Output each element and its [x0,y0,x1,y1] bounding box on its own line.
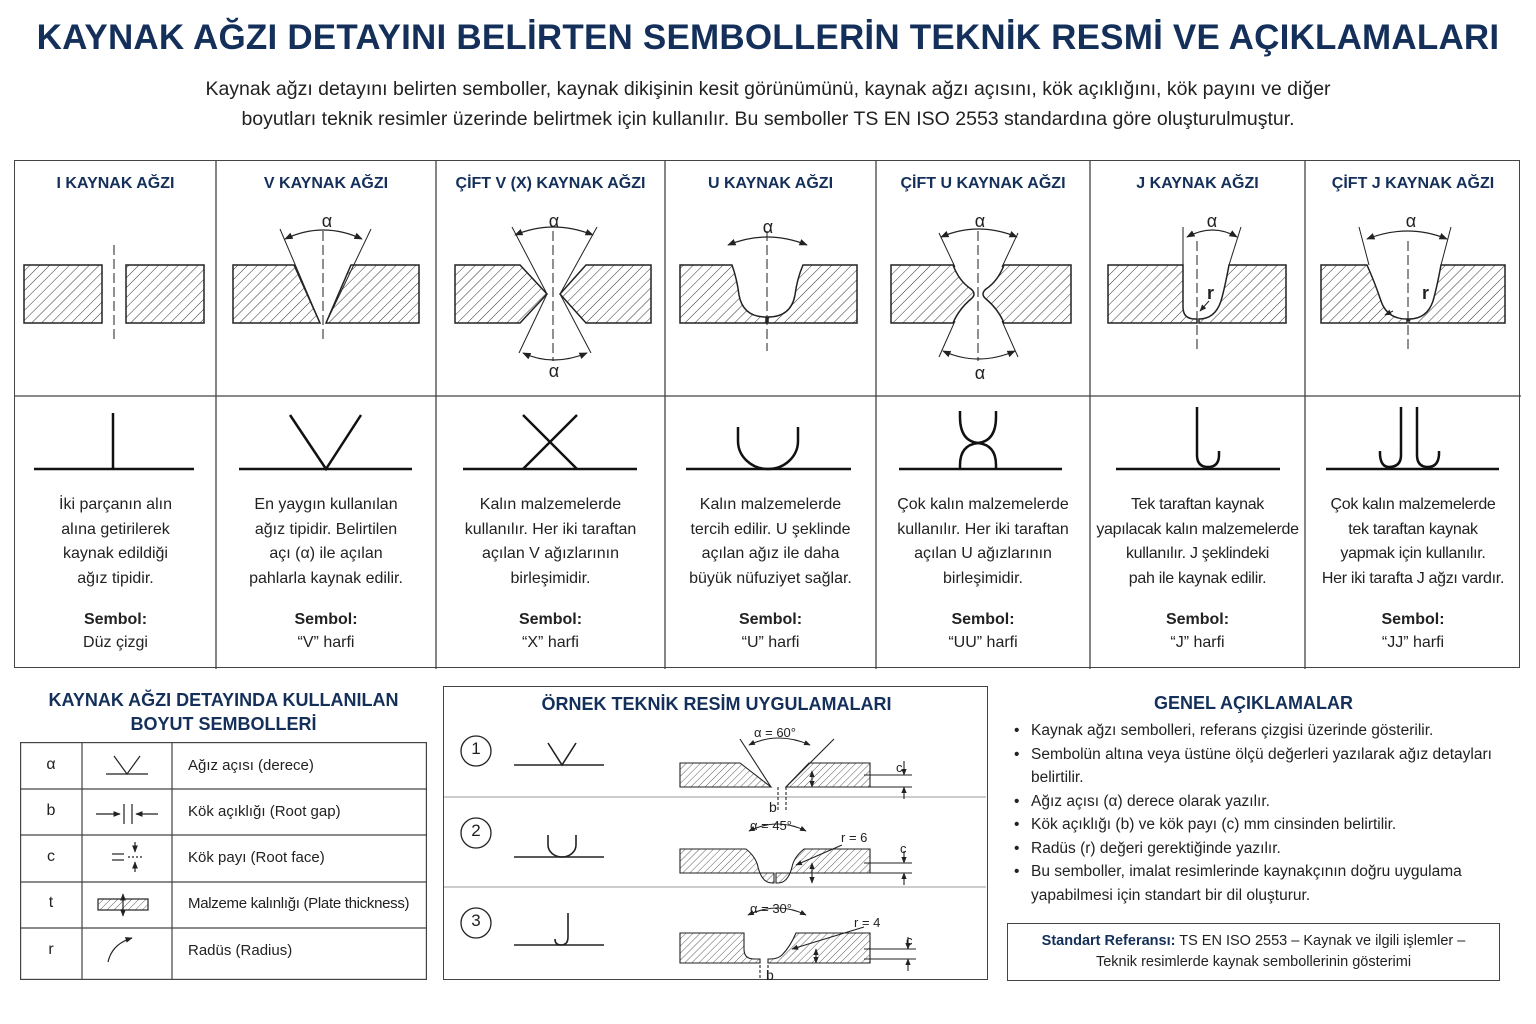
description-double-u-groove [876,493,1090,591]
desc-line: İki parçanın alın [59,496,172,513]
general-note: • Sembolün altına veya üstüne ölçü değerleri yazılarak ağız detayları belirtilir. [1014,743,1494,790]
dimensions-title-line: BOYUT SEMBOLLERİ [130,714,317,734]
desc-line: Çok kalın malzemelerde [897,496,1069,513]
desc-line: kaynak edildiği [63,545,168,562]
intro-text [60,74,1476,134]
example-number: 3 [471,911,481,930]
reference-label: Standart Referansı: [1041,933,1176,949]
intro-line-1: Kaynak ağzı detayını belirten semboller, kaynak dikişinin kesit görünümünü, kaynak ağzı açısını, kök açıklığını, kök payını ve diğer [205,78,1331,100]
header-u-groove: U KAYNAK AĞZI [707,175,834,192]
examples-panel [443,686,988,983]
page-title: KAYNAK AĞZI DETAYINI BELİRTEN SEMBOLLERİN TEKNİK RESMİ VE AÇIKLAMALARI [36,18,1500,57]
groove-types-grid [14,160,1520,668]
desc-line: açı (α) ile açılan [269,545,383,562]
dim-key-c: c [47,848,55,865]
general-note: • Kök açıklığı (b) ve kök payı (c) mm cinsinden belirtilir. [1014,813,1494,837]
example-angle: α = 45° [750,818,792,833]
general-title: GENEL AÇIKLAMALAR [1154,693,1353,713]
examples-title: ÖRNEK TEKNİK RESİM UYGULAMALARI [541,694,892,714]
desc-line: tercih edilir. U şeklinde [690,520,851,538]
desc-line: kullanılır. Her iki taraftan [897,520,1069,538]
symbol-value: “V” harfi [297,634,355,651]
header-v-groove: V KAYNAK AĞZI [263,175,389,192]
symbol-value: “J” harfi [1170,634,1225,651]
example-number: 2 [471,821,481,840]
description-i-groove [15,493,216,591]
desc-line: pahlarla kaynak edilir. [249,569,403,587]
symbol-value: “JJ” harfi [1381,634,1445,651]
dim-key-r: r [48,941,54,958]
dim-desc: Radüs (Radius) [188,942,293,959]
header-i-groove: I KAYNAK AĞZI [56,175,175,192]
description-v-groove [216,493,436,591]
dim-key-b: b [46,802,56,819]
description-double-j-groove [1305,493,1521,591]
desc-line: Tek taraftan kaynak [1130,496,1265,513]
dim-desc: Kök payı (Root face) [188,849,325,866]
desc-line: pah ile kaynak edilir. [1128,569,1267,587]
desc-line: tek taraftan kaynak [1348,520,1478,538]
dimensions-title-line: KAYNAK AĞZI DETAYINDA KULLANILAN [48,690,399,710]
desc-line: Çok kalın malzemelerde [1330,496,1496,513]
dim-key-t: t [48,894,54,911]
symbol-value: “U” harfi [741,634,800,651]
header-double-u-groove: ÇİFT U KAYNAK AĞZI [900,175,1066,192]
u-groove-drawing [680,231,857,351]
symbol-label: Sembol: [1381,611,1445,628]
x-groove-drawing [455,227,651,361]
dim-desc: Malzeme kalınlığı (Plate thickness) [188,895,410,912]
example-number: 1 [471,739,481,758]
desc-line: En yaygın kullanılan [254,496,398,513]
desc-line: yapmak için kullanılır. [1340,545,1486,562]
alpha-label: α [762,217,774,237]
desc-line: birleşimidir. [510,569,591,587]
symbol-label: Sembol: [83,611,148,628]
desc-line: kullanılır. J şeklindeki [1125,545,1270,562]
v-groove-drawing [233,229,419,341]
j-groove-drawing [1108,227,1286,351]
example-radius: r = 6 [841,830,868,845]
symbol-value: “UU” harfi [948,634,1018,651]
desc-line: Her iki tarafta J ağzı vardır. [1321,569,1505,587]
desc-line: yapılacak kalın malzemelerde [1096,520,1299,538]
alpha-label: α [548,361,560,381]
header-double-j-groove: ÇİFT J KAYNAK AĞZI [1331,175,1495,192]
general-note: • Bu semboller, imalat resimlerinde kaynakçının doğru uygulama yapabilmesi için standart bir dil oluşturur. [1014,860,1494,907]
symbol-label: Sembol: [951,611,1015,628]
example-radius: r = 4 [854,915,881,930]
intro-line-2: boyutları teknik resimler üzerinde belirtmek için kullanılır. Bu semboller TS EN ISO 2553 standardına göre oluşturulmuştur. [241,108,1295,130]
alpha-label: α [1405,211,1417,231]
examples-graphics [444,687,986,979]
dim-key-alpha: α [46,756,56,773]
desc-line: açılan U ağızlarının [914,545,1052,562]
desc-line: ağız tipidir. [77,569,154,587]
standard-reference-box [1007,923,1500,981]
root-gap-label: b [769,799,777,815]
example-angle: α = 60° [754,725,796,740]
general-note: • Radüs (r) değeri gerektiğinde yazılır. [1014,837,1494,861]
example-angle: α = 30° [750,901,792,916]
general-notes-list [1014,719,1494,907]
reference-text-line2: Teknik resimlerde kaynak sembollerinin gösterimi [1095,954,1412,970]
symbol-label: Sembol: [518,611,583,628]
i-groove-drawing [24,245,204,339]
desc-line: ağız tipidir. Belirtilen [254,520,398,538]
general-note: • Kaynak ağzı sembolleri, referans çizgisi üzerinde gösterilir. [1014,719,1494,743]
double-u-groove-drawing [891,229,1071,361]
root-face-label: c [900,841,907,856]
symbol-label: Sembol: [1165,611,1230,628]
dim-desc: Kök açıklığı (Root gap) [188,803,341,820]
reference-text-line1: TS EN ISO 2553 – Kaynak ve ilgili işlemler – [1179,933,1466,949]
desc-line: alına getirilerek [61,520,170,538]
header-x-groove: ÇİFT V (X) KAYNAK AĞZI [455,175,646,192]
root-gap-label: b [766,967,774,983]
weld-symbols [34,407,1499,469]
alpha-label: α [321,211,333,231]
symbol-value: Düz çizgi [83,634,148,651]
radius-label: r [1207,283,1215,303]
dimension-symbols-table [20,742,427,980]
symbol-label: Sembol: [738,611,803,628]
desc-line: büyük nüfuziyet sağlar. [689,569,852,587]
dim-desc: Ağız açısı (derece) [188,757,314,774]
desc-line: birleşimidir. [942,569,1023,587]
alpha-label: α [974,363,986,383]
root-face-label: c [896,760,903,775]
symbol-label: Sembol: [294,611,358,628]
desc-line: Kalın malzemelerde [479,496,622,513]
symbol-value: “X” harfi [522,634,579,651]
header-j-groove: J KAYNAK AĞZI [1136,175,1259,192]
desc-line: kullanılır. Her iki taraftan [464,520,637,538]
desc-line: açılan V ağızlarının [482,545,619,562]
alpha-label: α [974,211,986,231]
desc-line: Kalın malzemelerde [699,496,842,513]
alpha-label: α [548,211,560,231]
general-note: • Ağız açısı (α) derece olarak yazılır. [1014,790,1494,814]
description-x-groove [436,493,665,591]
root-face-label: c [906,933,913,948]
alpha-label: α [1206,211,1218,231]
desc-line: açılan ağız ile daha [701,545,840,562]
double-j-groove-drawing [1321,227,1505,351]
radius-label: r [1422,283,1430,303]
dimensions-title [20,688,427,736]
description-u-groove [665,493,876,591]
description-j-groove [1090,493,1305,591]
